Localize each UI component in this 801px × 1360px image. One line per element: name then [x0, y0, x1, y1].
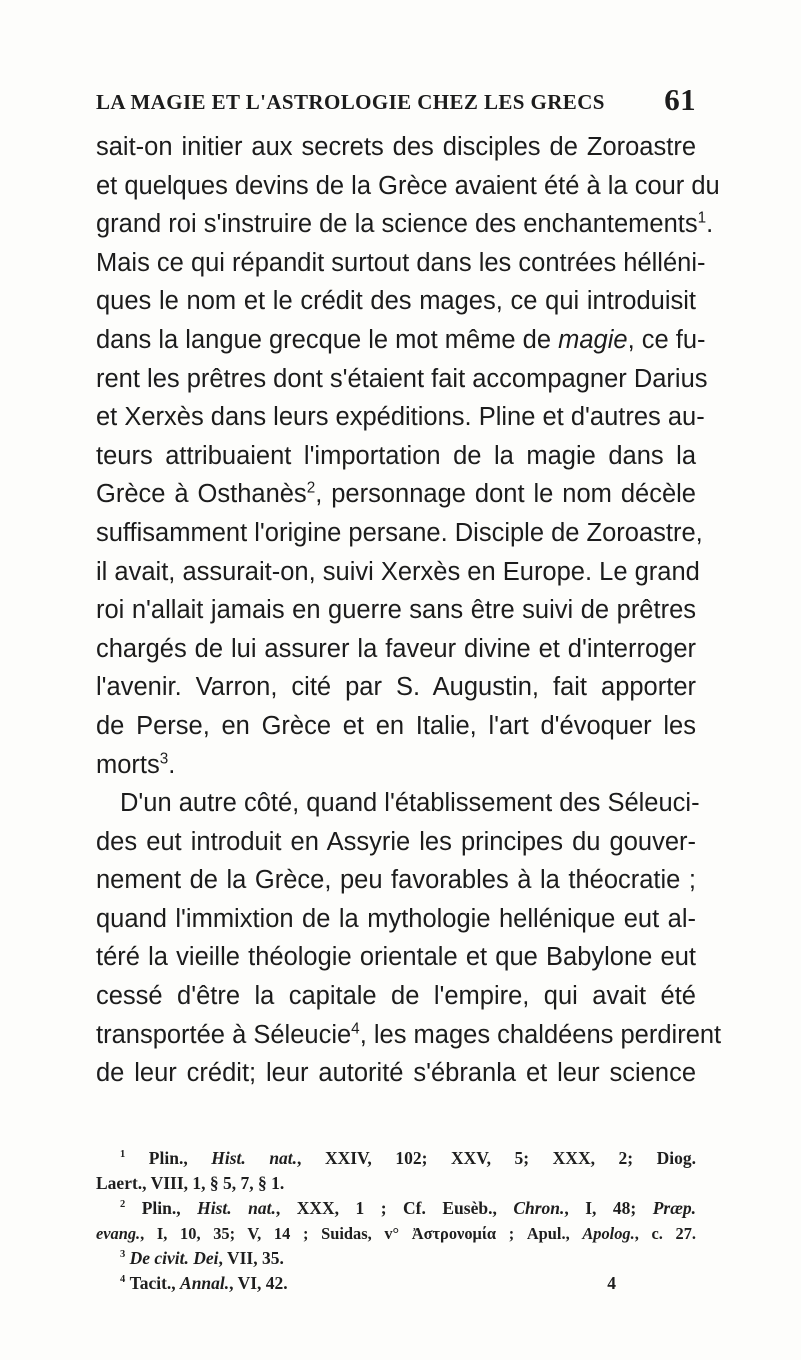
- page-number: 61: [664, 82, 696, 117]
- text-line: rent les prêtres dont s'étaient fait accompagner Darius: [96, 364, 708, 393]
- footnote-italic: Præp.: [652, 1198, 696, 1218]
- text-line: sait-on initier aux secrets des disciples de Zoroastre: [96, 133, 696, 161]
- text-line: D'un autre côté, quand l'établissement des Séleuci-: [120, 789, 700, 818]
- text-line: [96, 1016, 722, 1055]
- footnote-text: , XXX, 1 ; Cf. Eusèb.,: [275, 1198, 514, 1218]
- footnote-text: , I, 10, 35; V, 14 ; Suidas, v° Ἀστρονομία ; Apul.,: [140, 1224, 583, 1243]
- text-fragment: dans la langue grecque le mot même de: [96, 325, 552, 354]
- footnote-text: Plin.,: [141, 1198, 198, 1218]
- footnote-text: , c. 27.: [634, 1224, 696, 1243]
- footnote-italic: Chron.: [513, 1198, 565, 1218]
- text-line: des eut introduit en Assyrie les principes du gouver-: [96, 827, 696, 856]
- text-line: roi n'allait jamais en guerre sans être suivi de prêtres: [96, 596, 696, 625]
- footnote-italic: Hist. nat.: [211, 1148, 298, 1168]
- text-line: ques le nom et le crédit des mages, ce qui introduisit: [96, 287, 696, 316]
- footnote-text: , I, 48;: [564, 1198, 653, 1218]
- text-line: quand l'immixtion de la mythologie hellénique eut al-: [96, 904, 696, 933]
- printer-signature: 4: [607, 1273, 616, 1293]
- footnote-text: Tacit.,: [129, 1273, 181, 1293]
- footnote-text: , XXIV, 102; XXV, 5; XXX, 2; Diog.: [297, 1148, 697, 1168]
- text-fragment: , personnage dont le nom décèle: [315, 480, 696, 509]
- text-fragment: Grèce à Osthanès: [96, 480, 307, 509]
- footnote-3: [96, 1246, 696, 1271]
- footnote-mark: 2: [120, 1199, 126, 1211]
- text-line: l'avenir. Varron, cité par S. Augustin, fait apporter: [96, 673, 696, 702]
- text-line: [96, 321, 706, 360]
- footnote-ref: 4: [351, 1020, 360, 1038]
- footnote-2: [96, 1196, 696, 1221]
- text-line: nement de la Grèce, peu favorables à la théocratie ;: [96, 866, 696, 895]
- text-line: [96, 205, 714, 244]
- footnote-italic: evang.: [96, 1224, 141, 1243]
- text-line: de leur crédit; leur autorité s'ébranla et leur science: [96, 1059, 696, 1088]
- text-fragment: morts: [96, 750, 160, 779]
- footnote-italic: De civit. Dei: [129, 1248, 219, 1268]
- footnote-mark: 4: [120, 1274, 126, 1286]
- text-fragment: .: [706, 210, 714, 239]
- footnote-text: , VI, 42.: [229, 1273, 288, 1293]
- text-line: de Perse, en Grèce et en Italie, l'art d'évoquer les: [96, 711, 696, 740]
- running-head: [96, 82, 696, 118]
- footnote-ref: 3: [159, 750, 169, 767]
- footnote-italic: Apolog.: [582, 1224, 635, 1243]
- text-fragment: .: [168, 750, 176, 779]
- footnote-ref: 1: [697, 209, 707, 227]
- text-fragment: transportée à Séleucie: [96, 1020, 352, 1049]
- text-line: et quelques devins de la Grèce avaient été à la cour du: [96, 171, 720, 200]
- text-line: et Xerxès dans leurs expéditions. Pline et d'autres au-: [96, 403, 705, 432]
- footnote-text: Plin.,: [148, 1148, 212, 1168]
- body-text: [96, 128, 722, 1093]
- italic-term: magie: [558, 325, 628, 354]
- footnote-1-continued: Laert., VIII, 1, § 5, 7, § 1.: [96, 1173, 285, 1193]
- footnote-italic: Annal.: [180, 1273, 230, 1293]
- text-line: [96, 746, 696, 785]
- text-line: téré la vieille théologie orientale et que Babylone eut: [96, 943, 696, 972]
- text-line: suffisamment l'origine persane. Disciple de Zoroastre,: [96, 518, 703, 547]
- footnote-text: , VII, 35.: [218, 1248, 284, 1268]
- text-line: chargés de lui assurer la faveur divine et d'interroger: [96, 634, 696, 663]
- footnote-2-continued: [96, 1221, 696, 1246]
- text-fragment: , les mages chaldéens perdirent: [359, 1020, 722, 1049]
- footnote-4: [96, 1271, 696, 1296]
- text-line: cessé d'être la capitale de l'empire, qui avait été: [96, 982, 696, 1011]
- footnote-mark: 3: [120, 1249, 126, 1261]
- footnote-mark: 1: [120, 1149, 126, 1161]
- footnote-ref: 2: [306, 479, 316, 497]
- footnotes: [96, 1146, 696, 1296]
- text-line: teurs attribuaient l'importation de la magie dans la: [96, 441, 696, 470]
- text-fragment: grand roi s'instruire de la science des enchantements: [96, 210, 698, 239]
- text-line: [96, 475, 696, 514]
- running-head-title: LA MAGIE ET L'ASTROLOGIE CHEZ LES GRECS: [96, 90, 605, 114]
- footnote-1: [96, 1146, 696, 1171]
- footnote-italic: Hist. nat.: [197, 1198, 276, 1218]
- text-line: Mais ce qui répandit surtout dans les contrées hélléni-: [96, 248, 706, 277]
- text-line: il avait, assurait-on, suivi Xerxès en Europe. Le grand: [96, 557, 700, 586]
- text-fragment: , ce fu-: [627, 325, 706, 354]
